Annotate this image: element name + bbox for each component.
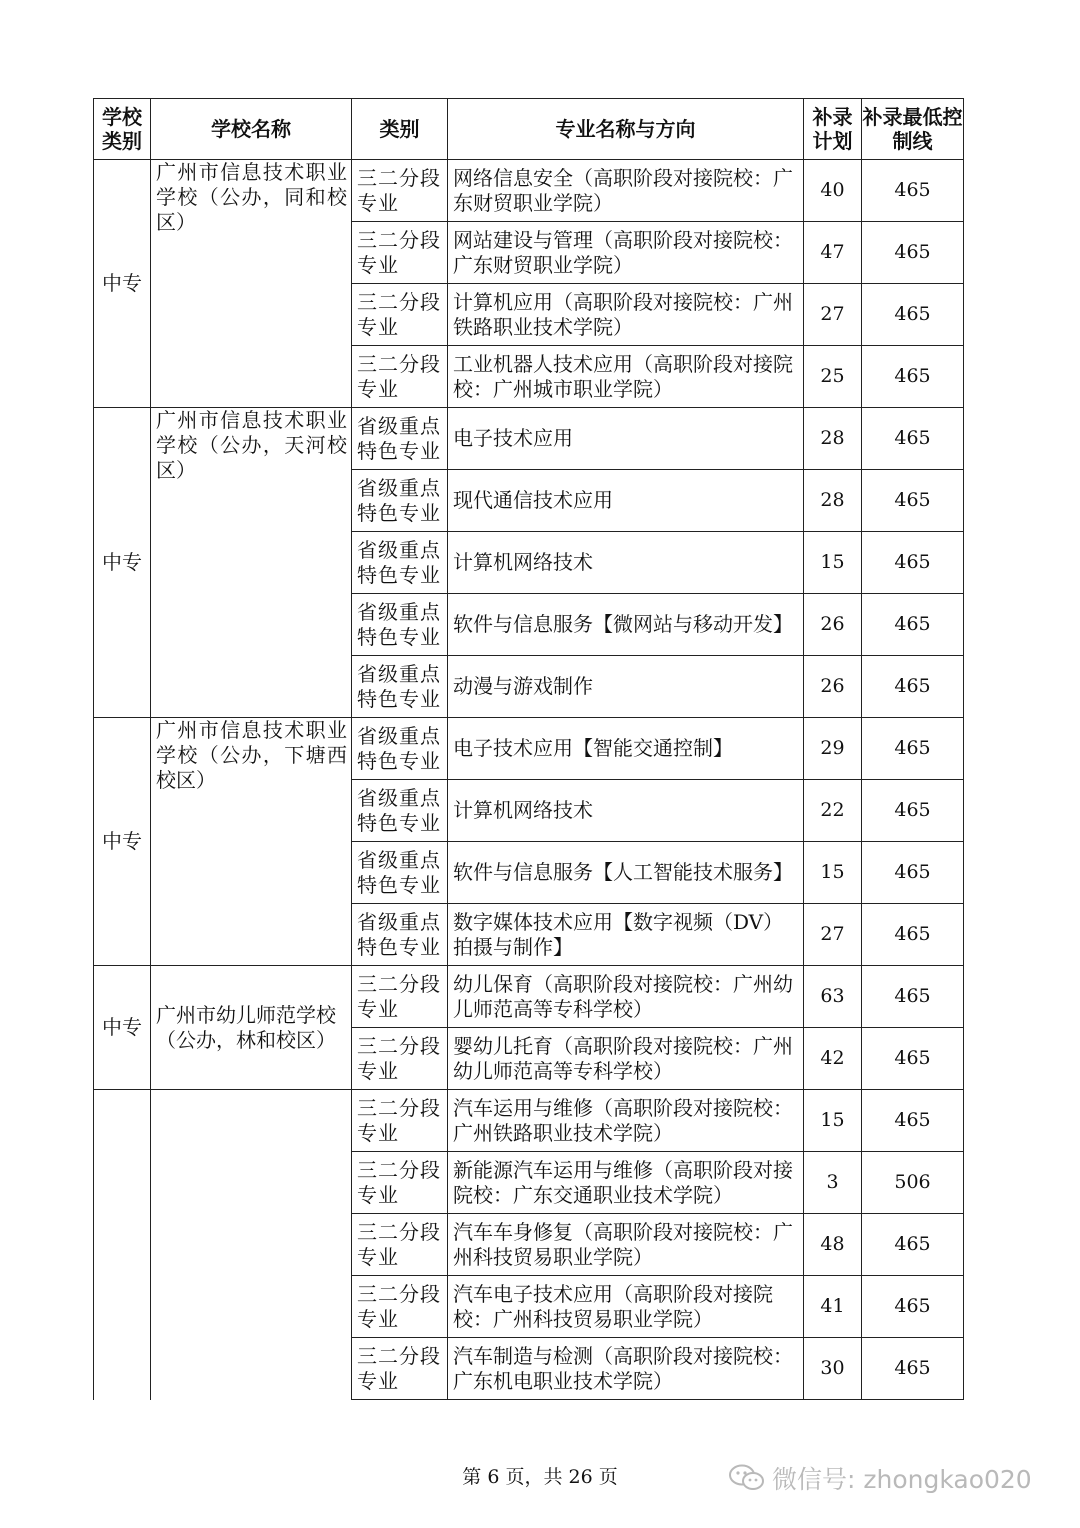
plan-cell: 3 <box>804 1152 862 1214</box>
major-cell: 新能源汽车运用与维修（高职阶段对接院校：广东交通职业技术学院） <box>448 1152 804 1214</box>
min-score-cell: 465 <box>862 470 964 532</box>
major-cell: 电子技术应用 <box>448 408 804 470</box>
min-score-cell: 465 <box>862 1090 964 1152</box>
plan-cell: 25 <box>804 346 862 408</box>
school-type-cell: 中专 <box>94 718 151 966</box>
min-score-cell: 465 <box>862 718 964 780</box>
header-min-score: 补录最低控制线 <box>862 99 964 160</box>
major-cell: 计算机网络技术 <box>448 532 804 594</box>
school-type-cell <box>94 1090 151 1400</box>
min-score-cell: 465 <box>862 1338 964 1400</box>
plan-cell: 15 <box>804 842 862 904</box>
major-cell: 计算机网络技术 <box>448 780 804 842</box>
header-major: 专业名称与方向 <box>448 99 804 160</box>
category-cell: 三二分段专业 <box>352 1338 448 1400</box>
plan-cell: 28 <box>804 408 862 470</box>
major-cell: 电子技术应用【智能交通控制】 <box>448 718 804 780</box>
plan-cell: 48 <box>804 1214 862 1276</box>
header-plan: 补录计划 <box>804 99 862 160</box>
school-name-cell <box>151 160 352 408</box>
category-cell: 省级重点特色专业 <box>352 408 448 470</box>
school-type-cell: 中专 <box>94 408 151 718</box>
category-cell: 三二分段专业 <box>352 284 448 346</box>
min-score-cell: 465 <box>862 842 964 904</box>
major-cell: 婴幼儿托育（高职阶段对接院校：广州幼儿师范高等专科学校） <box>448 1028 804 1090</box>
category-cell: 三二分段专业 <box>352 1276 448 1338</box>
major-cell: 软件与信息服务【微网站与移动开发】 <box>448 594 804 656</box>
category-cell: 省级重点特色专业 <box>352 904 448 966</box>
school-name-cell <box>151 966 352 1090</box>
plan-cell: 22 <box>804 780 862 842</box>
school-name-line: （公办，林和校区） <box>156 1027 336 1052</box>
category-cell: 省级重点特色专业 <box>352 594 448 656</box>
major-cell: 数字媒体技术应用【数字视频（DV）拍摄与制作】 <box>448 904 804 966</box>
min-score-cell: 506 <box>862 1152 964 1214</box>
category-cell: 三二分段专业 <box>352 1090 448 1152</box>
plan-cell: 40 <box>804 160 862 222</box>
category-cell: 三二分段专业 <box>352 346 448 408</box>
school-name-cell <box>151 408 352 718</box>
min-score-cell: 465 <box>862 532 964 594</box>
plan-cell: 42 <box>804 1028 862 1090</box>
min-score-cell: 465 <box>862 1028 964 1090</box>
category-cell: 三二分段专业 <box>352 966 448 1028</box>
school-name: 广州市信息技术职业学校（公办，同和校区） <box>156 160 347 234</box>
major-cell: 幼儿保育（高职阶段对接院校：广州幼儿师范高等专科学校） <box>448 966 804 1028</box>
plan-cell: 15 <box>804 532 862 594</box>
min-score-cell: 465 <box>862 904 964 966</box>
major-cell: 汽车电子技术应用（高职阶段对接院校：广州科技贸易职业学院） <box>448 1276 804 1338</box>
category-cell: 省级重点特色专业 <box>352 656 448 718</box>
plan-cell: 29 <box>804 718 862 780</box>
school-name-line: 广州市幼儿师范学校 <box>156 1002 336 1027</box>
header-category: 类别 <box>352 99 448 160</box>
plan-cell: 26 <box>804 656 862 718</box>
plan-cell: 27 <box>804 284 862 346</box>
school-type-cell: 中专 <box>94 160 151 408</box>
school-name-cell <box>151 718 352 966</box>
major-cell: 计算机应用（高职阶段对接院校：广州铁路职业技术学院） <box>448 284 804 346</box>
plan-cell: 41 <box>804 1276 862 1338</box>
category-cell: 三二分段专业 <box>352 222 448 284</box>
plan-cell: 30 <box>804 1338 862 1400</box>
category-cell: 省级重点特色专业 <box>352 470 448 532</box>
min-score-cell: 465 <box>862 284 964 346</box>
wechat-icon <box>728 1463 766 1493</box>
table-row <box>94 1090 964 1152</box>
admission-table <box>93 98 964 1400</box>
table-row <box>94 160 964 222</box>
category-cell: 三二分段专业 <box>352 160 448 222</box>
min-score-cell: 465 <box>862 1276 964 1338</box>
school-type-cell: 中专 <box>94 966 151 1090</box>
min-score-cell: 465 <box>862 656 964 718</box>
plan-cell: 28 <box>804 470 862 532</box>
table-row <box>94 966 964 1028</box>
major-cell: 汽车运用与维修（高职阶段对接院校：广州铁路职业技术学院） <box>448 1090 804 1152</box>
school-name: 广州市信息技术职业学校（公办，下塘西校区） <box>156 718 347 792</box>
plan-cell: 47 <box>804 222 862 284</box>
major-cell: 网络信息安全（高职阶段对接院校：广东财贸职业学院） <box>448 160 804 222</box>
table-row <box>94 718 964 780</box>
min-score-cell: 465 <box>862 160 964 222</box>
plan-cell: 15 <box>804 1090 862 1152</box>
major-cell: 工业机器人技术应用（高职阶段对接院校：广州城市职业学院） <box>448 346 804 408</box>
min-score-cell: 465 <box>862 222 964 284</box>
category-cell: 三二分段专业 <box>352 1152 448 1214</box>
min-score-cell: 465 <box>862 1214 964 1276</box>
header-school-type: 学校类别 <box>94 99 151 160</box>
major-cell: 现代通信技术应用 <box>448 470 804 532</box>
min-score-cell: 465 <box>862 594 964 656</box>
category-cell: 省级重点特色专业 <box>352 842 448 904</box>
category-cell: 省级重点特色专业 <box>352 780 448 842</box>
major-cell: 软件与信息服务【人工智能技术服务】 <box>448 842 804 904</box>
category-cell: 省级重点特色专业 <box>352 532 448 594</box>
major-cell: 汽车制造与检测（高职阶段对接院校：广东机电职业技术学院） <box>448 1338 804 1400</box>
category-cell: 省级重点特色专业 <box>352 718 448 780</box>
category-cell: 三二分段专业 <box>352 1214 448 1276</box>
major-cell: 动漫与游戏制作 <box>448 656 804 718</box>
watermark <box>728 1460 1032 1496</box>
category-cell: 三二分段专业 <box>352 1028 448 1090</box>
min-score-cell: 465 <box>862 346 964 408</box>
header-school-name: 学校名称 <box>151 99 352 160</box>
min-score-cell: 465 <box>862 780 964 842</box>
plan-cell: 26 <box>804 594 862 656</box>
min-score-cell: 465 <box>862 966 964 1028</box>
plan-cell: 27 <box>804 904 862 966</box>
table-row <box>94 408 964 470</box>
page-number: 第 6 页，共 26 页 <box>462 1466 618 1488</box>
watermark-text: 微信号: zhongkao020 <box>772 1465 1032 1494</box>
min-score-cell: 465 <box>862 408 964 470</box>
major-cell: 网站建设与管理（高职阶段对接院校：广东财贸职业学院） <box>448 222 804 284</box>
school-name-cell <box>151 1090 352 1400</box>
plan-cell: 63 <box>804 966 862 1028</box>
table-header-row <box>94 99 964 160</box>
major-cell: 汽车车身修复（高职阶段对接院校：广州科技贸易职业学院） <box>448 1214 804 1276</box>
school-name: 广州市信息技术职业学校（公办，天河校区） <box>156 408 347 482</box>
